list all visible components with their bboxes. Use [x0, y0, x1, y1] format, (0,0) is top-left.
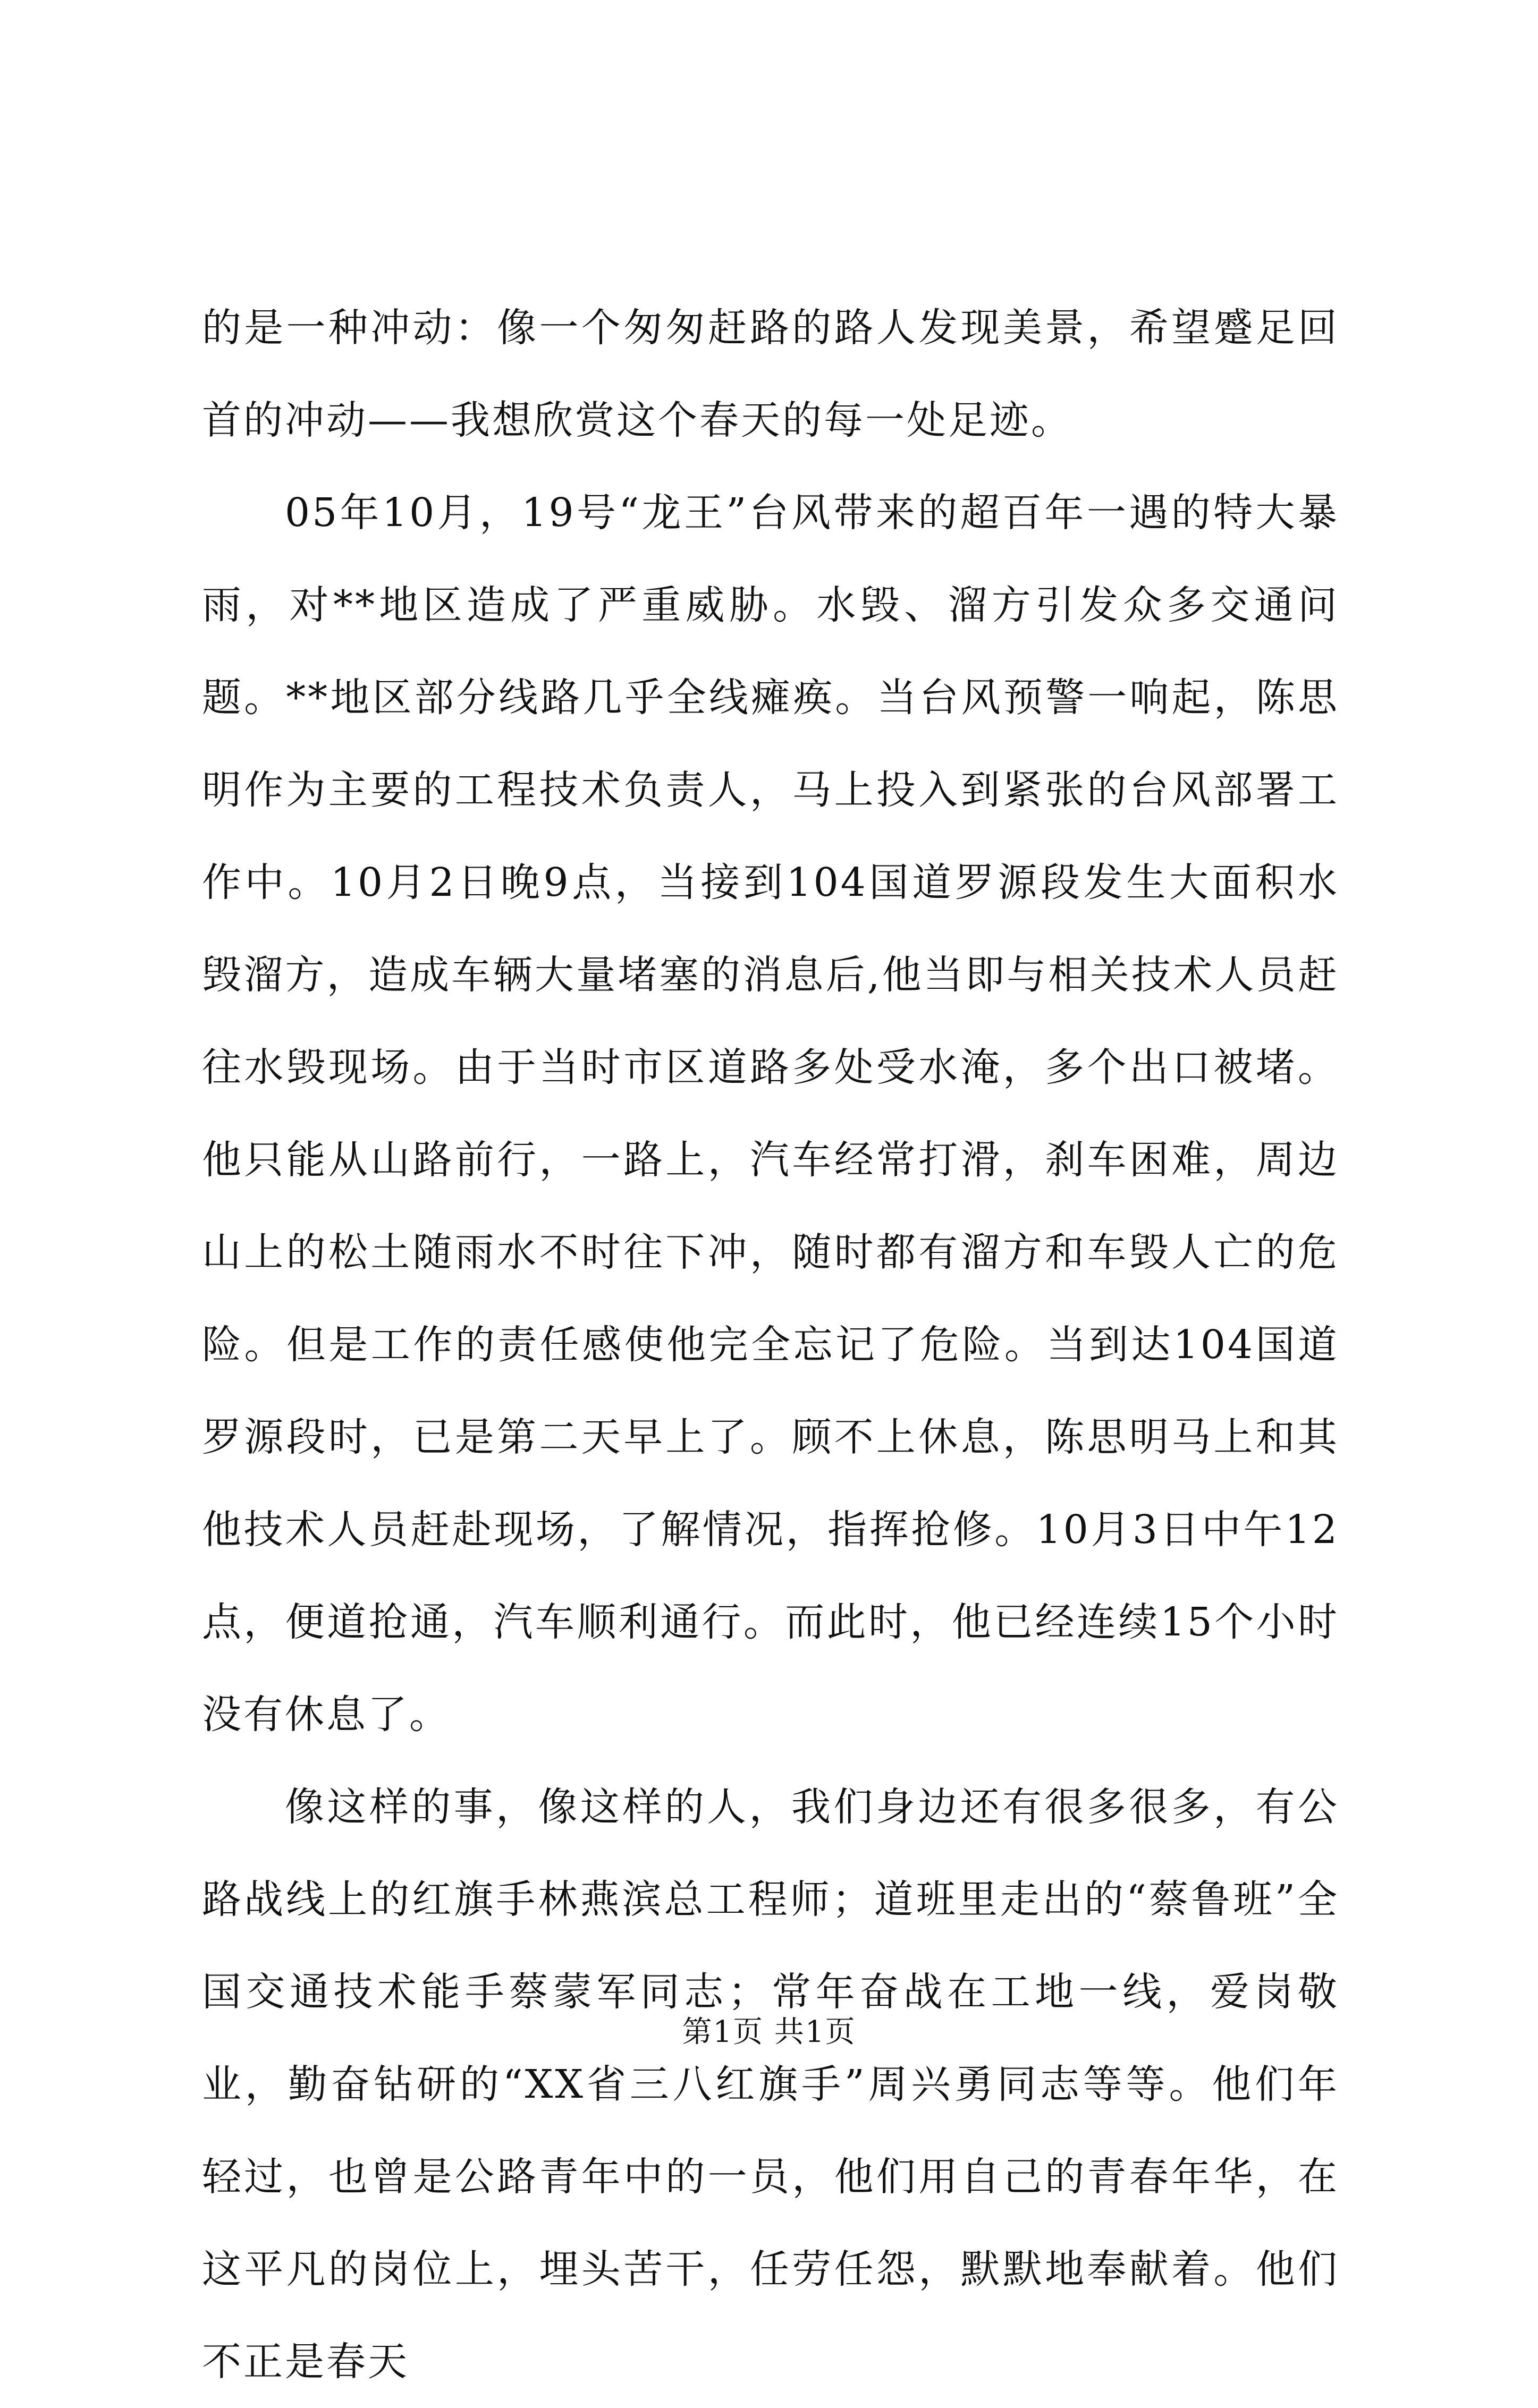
paragraph-3: 像这样的事，像这样的人，我们身边还有很多很多，有公路战线上的红旗手林燕滨总工程师；道班里走出的“蔡鲁班”全国交通技术能手蔡蒙军同志；常年奋战在工地一线，爱岗敬业，勤奋钻研的“XX省三八红旗手”周兴勇同志等等。他们年轻过，也曾是公路青年中的一员，他们用自己的青春年华，在这平凡的岗位上，埋头苦干，任劳任怨，默默地奉献着。他们不正是春天	[202, 1784, 1339, 2385]
paragraph-2: 05年10月，19号“龙王”台风带来的超百年一遇的特大暴雨，对**地区造成了严重威胁。水毁、溜方引发众多交通问题。**地区部分线路几乎全线瘫痪。当台风预警一响起，陈思明作为主要的工程技术负责人，马上投入到紧张的台风部署工作中。10月2日晚9点，当接到104国道罗源段发生大面积水毁溜方，造成车辆大量堵塞的消息后,他当即与相关技术人员赶往水毁现场。由于当时市区道路多处受水淹，多个出口被堵。他只能从山路前行，一路上，汽车经常打滑，刹车困难，周边山上的松土随雨水不时往下冲，随时都有溜方和车毁人亡的危险。但是工作的责任感使他完全忘记了危险。当到达104国道罗源段时，已是第二天早上了。顾不上休息，陈思明马上和其他技术人员赶赴现场，了解情况，指挥抢修。10月3日中午12点，便道抢通，汽车顺利通行。而此时，他已经连续15个小时没有休息了。	[202, 490, 1339, 1737]
page-footer: 第1页 共1页	[682, 2015, 856, 2049]
document-body	[202, 282, 1339, 2408]
paragraph-1: 的是一种冲动：像一个匆匆赶路的路人发现美景，希望蹙足回首的冲动——我想欣赏这个春天的每一处足迹。	[202, 305, 1339, 443]
